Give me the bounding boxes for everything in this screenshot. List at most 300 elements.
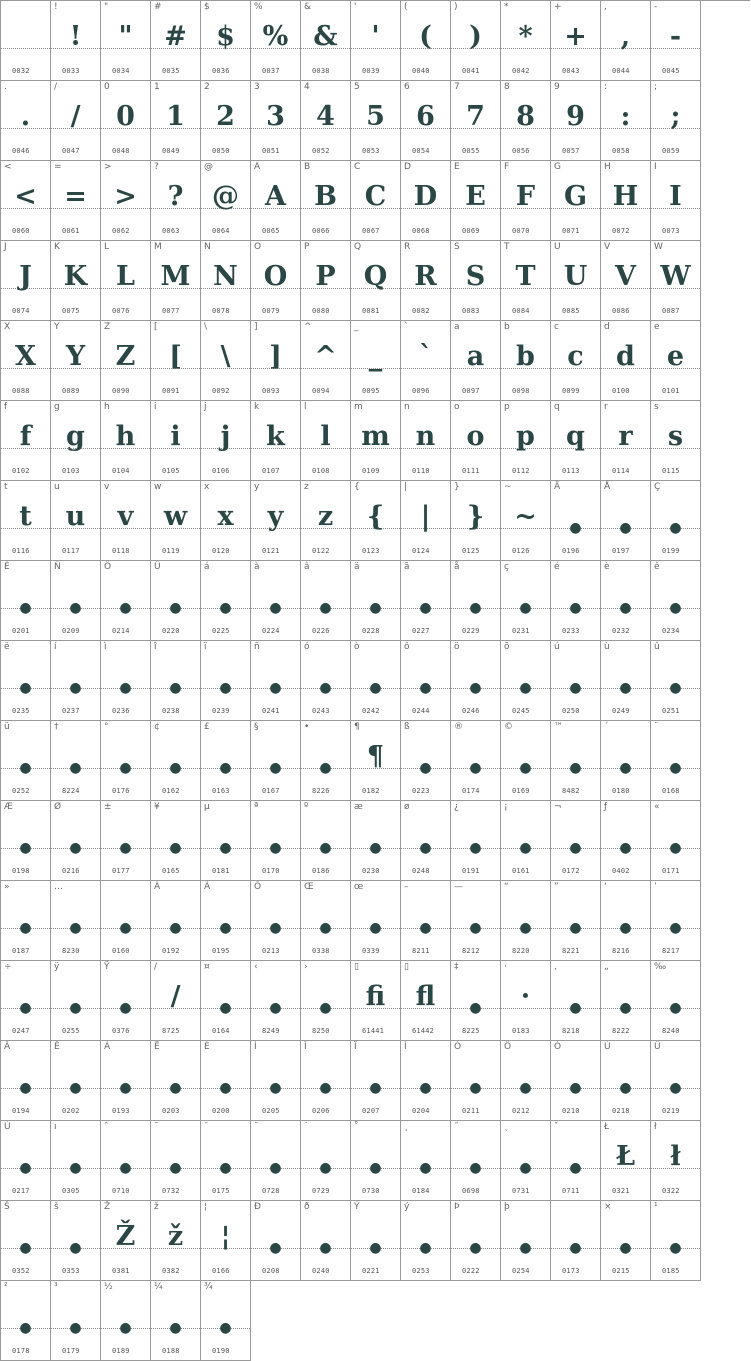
glyph-cell-0034[interactable] <box>101 1 151 81</box>
glyph-cell-0192[interactable] <box>151 881 201 961</box>
missing-glyph-dot: ● <box>319 760 332 776</box>
glyph-cell-0228[interactable] <box>351 561 401 641</box>
glyph-cell-0181[interactable] <box>201 801 251 881</box>
glyph-cell-0194[interactable] <box>1 1041 51 1121</box>
glyph-cell-0091[interactable] <box>151 321 201 401</box>
glyph-cell-0164[interactable] <box>201 961 251 1041</box>
glyph-cell-0188[interactable] <box>151 1281 201 1361</box>
glyph-cell-label: Þ <box>454 1202 460 1212</box>
glyph-code: 0221 <box>362 1267 380 1275</box>
glyph-cell-0111[interactable] <box>451 401 501 481</box>
glyph-cell-0178[interactable] <box>1 1281 51 1361</box>
glyph-cell-0168[interactable] <box>651 721 701 801</box>
glyph-cell-0322[interactable] <box>651 1121 701 1201</box>
glyph-cell-8212[interactable] <box>451 881 501 961</box>
glyph-cell-0032[interactable] <box>1 1 51 81</box>
glyph-cell-label: Ó <box>454 1042 462 1052</box>
glyph-cell-0035[interactable] <box>151 1 201 81</box>
glyph-cell-0162[interactable] <box>151 721 201 801</box>
glyph-cell-0122[interactable] <box>301 481 351 561</box>
glyph-cell-0175[interactable] <box>201 1121 251 1201</box>
glyph-preview: 0 <box>116 101 135 132</box>
glyph-cell-0247[interactable] <box>1 961 51 1041</box>
glyph-cell-label: ™ <box>554 722 563 732</box>
glyph-cell-label: Æ <box>4 802 13 812</box>
missing-glyph-dot: ● <box>319 920 332 936</box>
glyph-cell-0039[interactable] <box>351 1 401 81</box>
glyph-cell-0124[interactable] <box>401 481 451 561</box>
glyph-cell-0208[interactable] <box>251 1201 301 1281</box>
glyph-cell-0126[interactable] <box>501 481 551 561</box>
glyph-cell-0191[interactable] <box>451 801 501 881</box>
missing-glyph-dot: ● <box>619 760 632 776</box>
glyph-cell-label: & <box>304 2 312 12</box>
glyph-cell-0241[interactable] <box>251 641 301 721</box>
glyph-cell-0077[interactable] <box>151 241 201 321</box>
glyph-cell-0044[interactable] <box>601 1 651 81</box>
glyph-cell-0184[interactable] <box>401 1121 451 1201</box>
glyph-cell-0239[interactable] <box>201 641 251 721</box>
glyph-cell-0193[interactable] <box>101 1041 151 1121</box>
glyph-code: 8222 <box>612 1027 630 1035</box>
glyph-cell-8250[interactable] <box>301 961 351 1041</box>
glyph-cell-0199[interactable] <box>651 481 701 561</box>
glyph-code: 8211 <box>412 947 430 955</box>
glyph-cell-0338[interactable] <box>301 881 351 961</box>
glyph-cell-0125[interactable] <box>451 481 501 561</box>
glyph-preview: Ž <box>115 1221 136 1252</box>
glyph-cell-0218[interactable] <box>601 1041 651 1121</box>
glyph-cell-label: Å <box>604 482 611 492</box>
glyph-cell-0108[interactable] <box>301 401 351 481</box>
glyph-cell-0205[interactable] <box>251 1041 301 1121</box>
glyph-code: 0233 <box>562 627 580 635</box>
glyph-cell-label: ’ <box>654 882 657 892</box>
glyph-cell-0339[interactable] <box>351 881 401 961</box>
glyph-cell-label: + <box>554 2 562 12</box>
glyph-cell-0065[interactable] <box>251 161 301 241</box>
glyph-cell-0169[interactable] <box>501 721 551 801</box>
glyph-preview: ] <box>269 341 282 372</box>
glyph-cell-label: H <box>604 162 611 172</box>
glyph-cell-label: ] <box>254 322 258 332</box>
glyph-cell-0174[interactable] <box>451 721 501 801</box>
glyph-cell-0172[interactable] <box>551 801 601 881</box>
glyph-cell-0195[interactable] <box>201 881 251 961</box>
glyph-cell-0068[interactable] <box>401 161 451 241</box>
glyph-cell-0100[interactable] <box>601 321 651 401</box>
glyph-cell-0170[interactable] <box>251 801 301 881</box>
glyph-cell-0202[interactable] <box>51 1041 101 1121</box>
glyph-cell-0107[interactable] <box>251 401 301 481</box>
glyph-cell-0237[interactable] <box>51 641 101 721</box>
glyph-cell-0189[interactable] <box>101 1281 151 1361</box>
glyph-cell-0240[interactable] <box>301 1201 351 1281</box>
glyph-cell-8224[interactable] <box>51 721 101 801</box>
glyph-code: 0218 <box>612 1107 630 1115</box>
glyph-cell-0353[interactable] <box>51 1201 101 1281</box>
glyph-cell-0711[interactable] <box>551 1121 601 1201</box>
glyph-code: 0321 <box>612 1187 630 1195</box>
glyph-cell-label: ‘ <box>604 882 607 892</box>
glyph-cell-0057[interactable] <box>551 81 601 161</box>
glyph-cell-0061[interactable] <box>51 161 101 241</box>
glyph-cell-0196[interactable] <box>551 481 601 561</box>
glyph-cell-0402[interactable] <box>601 801 651 881</box>
glyph-cell-0160[interactable] <box>101 881 151 961</box>
glyph-cell-0079[interactable] <box>251 241 301 321</box>
glyph-cell-0070[interactable] <box>501 161 551 241</box>
glyph-cell-0116[interactable] <box>1 481 51 561</box>
glyph-cell-0081[interactable] <box>351 241 401 321</box>
glyph-cell-0103[interactable] <box>51 401 101 481</box>
glyph-cell-0090[interactable] <box>101 321 151 401</box>
glyph-cell-0230[interactable] <box>351 801 401 881</box>
glyph-cell-0182[interactable] <box>351 721 401 801</box>
missing-glyph-dot: ● <box>419 1160 432 1176</box>
glyph-cell-0105[interactable] <box>151 401 201 481</box>
glyph-cell-0231[interactable] <box>501 561 551 641</box>
glyph-cell-0102[interactable] <box>1 401 51 481</box>
glyph-cell-0224[interactable] <box>251 561 301 641</box>
glyph-cell-0054[interactable] <box>401 81 451 161</box>
glyph-cell-label: £ <box>204 722 210 732</box>
glyph-cell-0183[interactable] <box>501 961 551 1041</box>
glyph-cell-0203[interactable] <box>151 1041 201 1121</box>
missing-glyph-dot: ● <box>319 680 332 696</box>
glyph-cell-0212[interactable] <box>501 1041 551 1121</box>
glyph-cell-0248[interactable] <box>401 801 451 881</box>
glyph-cell-0089[interactable] <box>51 321 101 401</box>
glyph-cell-0055[interactable] <box>451 81 501 161</box>
glyph-cell-0352[interactable] <box>1 1201 51 1281</box>
glyph-cell-0071[interactable] <box>551 161 601 241</box>
glyph-cell-0211[interactable] <box>451 1041 501 1121</box>
glyph-cell-0244[interactable] <box>401 641 451 721</box>
glyph-cell-0088[interactable] <box>1 321 51 401</box>
glyph-preview: - <box>669 21 682 52</box>
glyph-cell-label: ı <box>54 1122 57 1132</box>
glyph-cell-0197[interactable] <box>601 481 651 561</box>
glyph-cell-0121[interactable] <box>251 481 301 561</box>
glyph-cell-0245[interactable] <box>501 641 551 721</box>
glyph-cell-8249[interactable] <box>251 961 301 1041</box>
glyph-cell-0085[interactable] <box>551 241 601 321</box>
glyph-cell-0086[interactable] <box>601 241 651 321</box>
glyph-cell-0080[interactable] <box>301 241 351 321</box>
glyph-cell-0216[interactable] <box>51 801 101 881</box>
glyph-cell-0036[interactable] <box>201 1 251 81</box>
glyph-cell-0098[interactable] <box>501 321 551 401</box>
glyph-cell-0049[interactable] <box>151 81 201 161</box>
missing-glyph-dot: ● <box>269 1000 282 1016</box>
glyph-cell-0250[interactable] <box>551 641 601 721</box>
glyph-cell-0190[interactable] <box>201 1281 251 1361</box>
glyph-cell-0110[interactable] <box>401 401 451 481</box>
glyph-cell-label: ‰ <box>654 962 667 972</box>
glyph-cell-0732[interactable] <box>151 1121 201 1201</box>
glyph-cell-0213[interactable] <box>251 881 301 961</box>
glyph-cell-0067[interactable] <box>351 161 401 241</box>
glyph-cell-0179[interactable] <box>51 1281 101 1361</box>
glyph-cell-0094[interactable] <box>301 321 351 401</box>
glyph-cell-0198[interactable] <box>1 801 51 881</box>
glyph-cell-0066[interactable] <box>301 161 351 241</box>
glyph-cell-0114[interactable] <box>601 401 651 481</box>
glyph-cell-0069[interactable] <box>451 161 501 241</box>
glyph-code: 0183 <box>512 1027 530 1035</box>
glyph-cell-0113[interactable] <box>551 401 601 481</box>
glyph-cell-0226[interactable] <box>301 561 351 641</box>
glyph-cell-0161[interactable] <box>501 801 551 881</box>
glyph-cell-8230[interactable] <box>51 881 101 961</box>
glyph-cell-0728[interactable] <box>251 1121 301 1201</box>
glyph-cell-0219[interactable] <box>651 1041 701 1121</box>
glyph-code: 0227 <box>412 627 430 635</box>
glyph-cell-0171[interactable] <box>651 801 701 881</box>
missing-glyph-dot: ● <box>569 840 582 856</box>
missing-glyph-dot: ● <box>669 680 682 696</box>
glyph-cell-0041[interactable] <box>451 1 501 81</box>
glyph-cell-0074[interactable] <box>1 241 51 321</box>
glyph-code: 0066 <box>312 227 330 235</box>
glyph-cell-0101[interactable] <box>651 321 701 401</box>
glyph-cell-0123[interactable] <box>351 481 401 561</box>
glyph-cell-8211[interactable] <box>401 881 451 961</box>
glyph-code: 0188 <box>162 1347 180 1355</box>
glyph-preview: v <box>117 501 134 532</box>
glyph-cell-0045[interactable] <box>651 1 701 81</box>
glyph-cell-0220[interactable] <box>151 561 201 641</box>
glyph-cell-0200[interactable] <box>201 1041 251 1121</box>
glyph-cell-0217[interactable] <box>1 1121 51 1201</box>
glyph-cell-0064[interactable] <box>201 161 251 241</box>
glyph-cell-0040[interactable] <box>401 1 451 81</box>
glyph-cell-0204[interactable] <box>401 1041 451 1121</box>
glyph-preview: ' <box>371 21 380 52</box>
glyph-cell-61442[interactable] <box>401 961 451 1041</box>
glyph-cell-61441[interactable] <box>351 961 401 1041</box>
glyph-cell-label: l <box>304 402 307 412</box>
glyph-cell-0109[interactable] <box>351 401 401 481</box>
glyph-cell-0215[interactable] <box>601 1201 651 1281</box>
glyph-cell-0252[interactable] <box>1 721 51 801</box>
glyph-code: 0047 <box>62 147 80 155</box>
glyph-cell-0120[interactable] <box>201 481 251 561</box>
glyph-cell-label: ˜ <box>154 1122 159 1132</box>
glyph-cell-0207[interactable] <box>351 1041 401 1121</box>
glyph-cell-0073[interactable] <box>651 161 701 241</box>
glyph-cell-0092[interactable] <box>201 321 251 401</box>
glyph-cell-0083[interactable] <box>451 241 501 321</box>
missing-glyph-dot: ● <box>169 1320 182 1336</box>
glyph-cell-0233[interactable] <box>551 561 601 641</box>
glyph-preview: 7 <box>466 101 485 132</box>
glyph-cell-8217[interactable] <box>651 881 701 961</box>
glyph-cell-0243[interactable] <box>301 641 351 721</box>
glyph-cell-0234[interactable] <box>651 561 701 641</box>
glyph-cell-0038[interactable] <box>301 1 351 81</box>
glyph-code: 0081 <box>362 307 380 315</box>
glyph-cell-8226[interactable] <box>301 721 351 801</box>
glyph-cell-0255[interactable] <box>51 961 101 1041</box>
glyph-cell-0043[interactable] <box>551 1 601 81</box>
glyph-cell-0056[interactable] <box>501 81 551 161</box>
glyph-cell-8221[interactable] <box>551 881 601 961</box>
glyph-cell-label: ` <box>404 322 409 332</box>
glyph-cell-0305[interactable] <box>51 1121 101 1201</box>
glyph-cell-0225[interactable] <box>201 561 251 641</box>
glyph-cell-label: Á <box>104 1042 111 1052</box>
glyph-cell-0176[interactable] <box>101 721 151 801</box>
glyph-cell-label: c <box>554 322 559 332</box>
glyph-cell-0095[interactable] <box>351 321 401 401</box>
glyph-cell-0376[interactable] <box>101 961 151 1041</box>
glyph-cell-0093[interactable] <box>251 321 301 401</box>
glyph-cell-0046[interactable] <box>1 81 51 161</box>
glyph-cell-0165[interactable] <box>151 801 201 881</box>
glyph-cell-0186[interactable] <box>301 801 351 881</box>
glyph-cell-0249[interactable] <box>601 641 651 721</box>
glyph-preview: a <box>466 341 485 372</box>
glyph-code: 0176 <box>112 787 130 795</box>
missing-glyph-dot: ● <box>669 1000 682 1016</box>
glyph-cell-0050[interactable] <box>201 81 251 161</box>
glyph-cell-0222[interactable] <box>451 1201 501 1281</box>
glyph-code: 0044 <box>612 67 630 75</box>
glyph-cell-0047[interactable] <box>51 81 101 161</box>
glyph-cell-0119[interactable] <box>151 481 201 561</box>
glyph-cell-0096[interactable] <box>401 321 451 401</box>
glyph-cell-0698[interactable] <box>451 1121 501 1201</box>
glyph-cell-8725[interactable] <box>151 961 201 1041</box>
glyph-cell-label: T <box>504 242 510 252</box>
glyph-cell-0033[interactable] <box>51 1 101 81</box>
glyph-cell-label: Ý <box>354 1202 360 1212</box>
glyph-code: 0239 <box>212 707 230 715</box>
glyph-cell-0104[interactable] <box>101 401 151 481</box>
glyph-cell-8240[interactable] <box>651 961 701 1041</box>
glyph-cell-0177[interactable] <box>101 801 151 881</box>
glyph-preview: I <box>669 181 682 212</box>
glyph-cell-0185[interactable] <box>651 1201 701 1281</box>
glyph-code: 0187 <box>12 947 30 955</box>
glyph-cell-0167[interactable] <box>251 721 301 801</box>
glyph-cell-0210[interactable] <box>551 1041 601 1121</box>
glyph-cell-0229[interactable] <box>451 561 501 641</box>
glyph-cell-8225[interactable] <box>451 961 501 1041</box>
glyph-cell-0209[interactable] <box>51 561 101 641</box>
glyph-cell-0730[interactable] <box>351 1121 401 1201</box>
glyph-cell-0084[interactable] <box>501 241 551 321</box>
glyph-cell-0052[interactable] <box>301 81 351 161</box>
glyph-cell-0115[interactable] <box>651 401 701 481</box>
glyph-cell-0042[interactable] <box>501 1 551 81</box>
glyph-cell-0710[interactable] <box>101 1121 151 1201</box>
glyph-cell-label: ; <box>654 82 658 92</box>
glyph-cell-0382[interactable] <box>151 1201 201 1281</box>
glyph-cell-0075[interactable] <box>51 241 101 321</box>
glyph-cell-0078[interactable] <box>201 241 251 321</box>
glyph-cell-0048[interactable] <box>101 81 151 161</box>
glyph-cell-0729[interactable] <box>301 1121 351 1201</box>
glyph-cell-0180[interactable] <box>601 721 651 801</box>
glyph-cell-0099[interactable] <box>551 321 601 401</box>
glyph-cell-0321[interactable] <box>601 1121 651 1201</box>
glyph-cell-0051[interactable] <box>251 81 301 161</box>
glyph-cell-0063[interactable] <box>151 161 201 241</box>
glyph-cell-label: ¦ <box>204 1202 208 1212</box>
glyph-code: 0195 <box>212 947 230 955</box>
glyph-cell-0238[interactable] <box>151 641 201 721</box>
glyph-cell-0076[interactable] <box>101 241 151 321</box>
glyph-cell-0214[interactable] <box>101 561 151 641</box>
glyph-cell-0059[interactable] <box>651 81 701 161</box>
glyph-cell-0235[interactable] <box>1 641 51 721</box>
glyph-cell-0058[interactable] <box>601 81 651 161</box>
glyph-cell-0082[interactable] <box>401 241 451 321</box>
glyph-cell-0381[interactable] <box>101 1201 151 1281</box>
glyph-cell-label: ° <box>104 722 109 732</box>
glyph-cell-0254[interactable] <box>501 1201 551 1281</box>
glyph-cell-8222[interactable] <box>601 961 651 1041</box>
glyph-cell-0097[interactable] <box>451 321 501 401</box>
glyph-cell-8220[interactable] <box>501 881 551 961</box>
glyph-code: 0085 <box>562 307 580 315</box>
missing-glyph-dot: ● <box>519 1240 532 1256</box>
glyph-cell-0166[interactable] <box>201 1201 251 1281</box>
glyph-cell-0173[interactable] <box>551 1201 601 1281</box>
glyph-cell-0251[interactable] <box>651 641 701 721</box>
glyph-cell-0221[interactable] <box>351 1201 401 1281</box>
glyph-cell-label: j <box>204 402 207 412</box>
glyph-cell-label: a <box>454 322 460 332</box>
missing-glyph-dot: ● <box>69 920 82 936</box>
glyph-cell-0037[interactable] <box>251 1 301 81</box>
glyph-cell-0232[interactable] <box>601 561 651 641</box>
glyph-cell-0060[interactable] <box>1 161 51 241</box>
glyph-cell-0731[interactable] <box>501 1121 551 1201</box>
glyph-cell-0201[interactable] <box>1 561 51 641</box>
glyph-cell-0227[interactable] <box>401 561 451 641</box>
glyph-cell-0206[interactable] <box>301 1041 351 1121</box>
glyph-cell-0236[interactable] <box>101 641 151 721</box>
glyph-cell-0253[interactable] <box>401 1201 451 1281</box>
glyph-cell-0223[interactable] <box>401 721 451 801</box>
glyph-preview: 1 <box>166 101 185 132</box>
glyph-cell-0087[interactable] <box>651 241 701 321</box>
glyph-cell-8216[interactable] <box>601 881 651 961</box>
glyph-cell-0246[interactable] <box>451 641 501 721</box>
glyph-cell-8482[interactable] <box>551 721 601 801</box>
glyph-cell-0072[interactable] <box>601 161 651 241</box>
glyph-cell-0106[interactable] <box>201 401 251 481</box>
glyph-cell-0062[interactable] <box>101 161 151 241</box>
glyph-cell-0117[interactable] <box>51 481 101 561</box>
glyph-cell-0118[interactable] <box>101 481 151 561</box>
glyph-cell-label: ▯ <box>404 962 409 972</box>
glyph-preview: ; <box>670 101 681 132</box>
glyph-cell-0163[interactable] <box>201 721 251 801</box>
glyph-cell-0242[interactable] <box>351 641 401 721</box>
glyph-code: 0729 <box>312 1187 330 1195</box>
glyph-preview: 8 <box>516 101 535 132</box>
missing-glyph-dot: ● <box>519 840 532 856</box>
glyph-cell-8218[interactable] <box>551 961 601 1041</box>
glyph-cell-0112[interactable] <box>501 401 551 481</box>
glyph-cell-0187[interactable] <box>1 881 51 961</box>
glyph-cell-0053[interactable] <box>351 81 401 161</box>
